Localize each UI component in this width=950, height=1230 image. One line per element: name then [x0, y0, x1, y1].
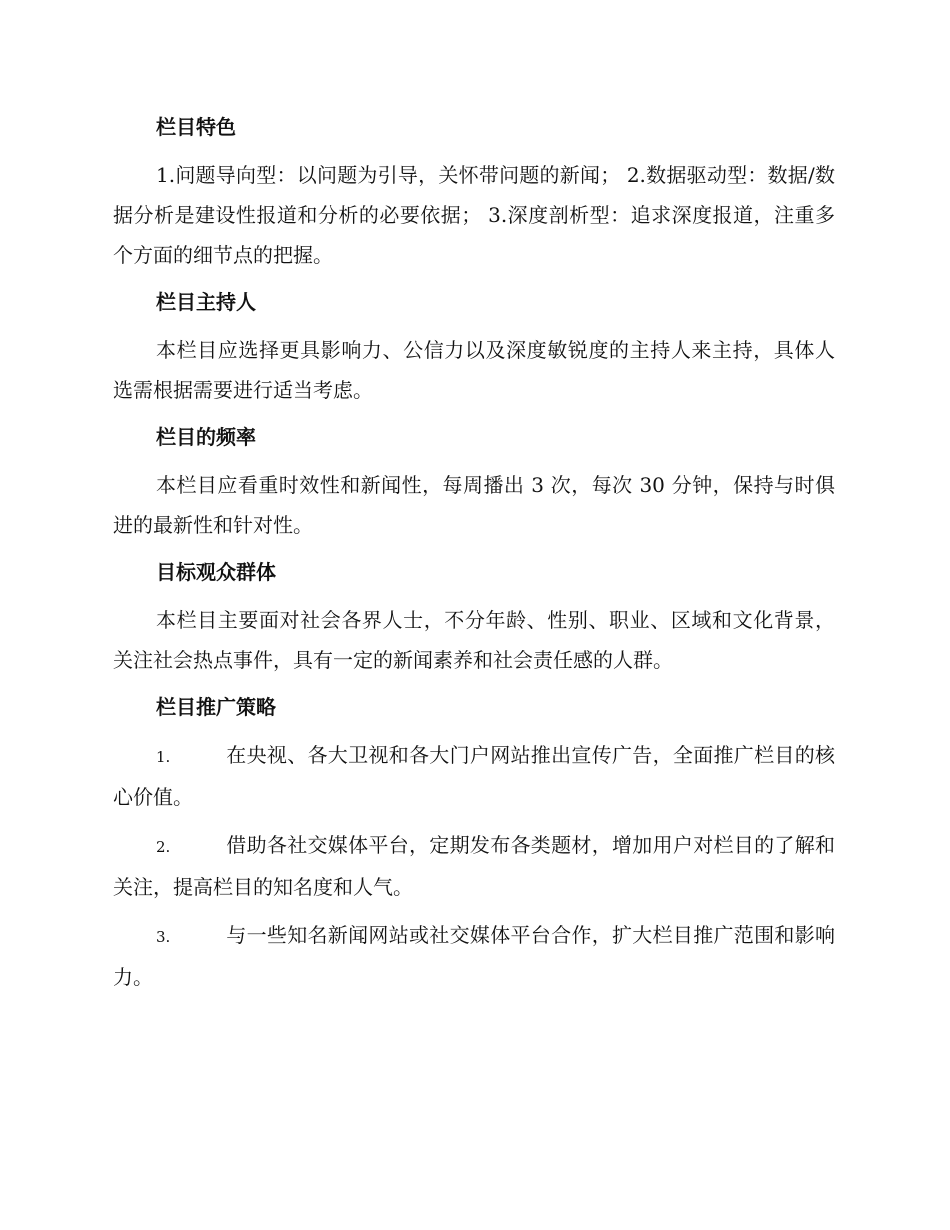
section-paragraph-host: 本栏目应选择更具影响力、公信力以及深度敏锐度的主持人来主持，具体人选需根据需要进行适当考虑。: [113, 338, 835, 402]
list-item-number: 1.: [156, 748, 171, 766]
list-item-number: 3.: [156, 928, 171, 946]
list-item-text: 借助各社交媒体平台，定期发布各类题材，增加用户对栏目的了解和关注，提高栏目的知名度和人气。: [113, 833, 835, 899]
section-heading-promotion: 栏目推广策略: [156, 695, 276, 719]
section-paragraph-frequency: 本栏目应看重时效性和新闻性，每周播出 3 次，每次 30 分钟，保持与时俱进的最新性和针对性。: [113, 473, 835, 537]
list-item-number: 2.: [156, 838, 171, 856]
document-page: [113, 108, 835, 997]
list-item-text: 在央视、各大卫视和各大门户网站推出宣传广告，全面推广栏目的核心价值。: [113, 743, 835, 809]
list-item-text: 与一些知名新闻网站或社交媒体平台合作，扩大栏目推广范围和影响力。: [113, 923, 835, 989]
list-item: [113, 825, 835, 907]
section-paragraph-audience: 本栏目主要面对社会各界人士，不分年龄、性别、职业、区域和文化背景，关注社会热点事件，具有一定的新闻素养和社会责任感的人群。: [113, 608, 835, 672]
list-item: [113, 735, 835, 817]
section-heading-host: 栏目主持人: [156, 290, 256, 314]
section-heading-audience: 目标观众群体: [156, 560, 276, 584]
section-heading-frequency: 栏目的频率: [156, 425, 256, 449]
section-heading-features: 栏目特色: [156, 115, 236, 139]
section-paragraph-features: 1.问题导向型：以问题为引导，关怀带问题的新闻； 2.数据驱动型：数据/数据分析是建设性报道和分析的必要依据； 3.深度剖析型：追求深度报道，注重多个方面的细节点的把握。: [113, 163, 835, 267]
list-item: [113, 915, 835, 997]
